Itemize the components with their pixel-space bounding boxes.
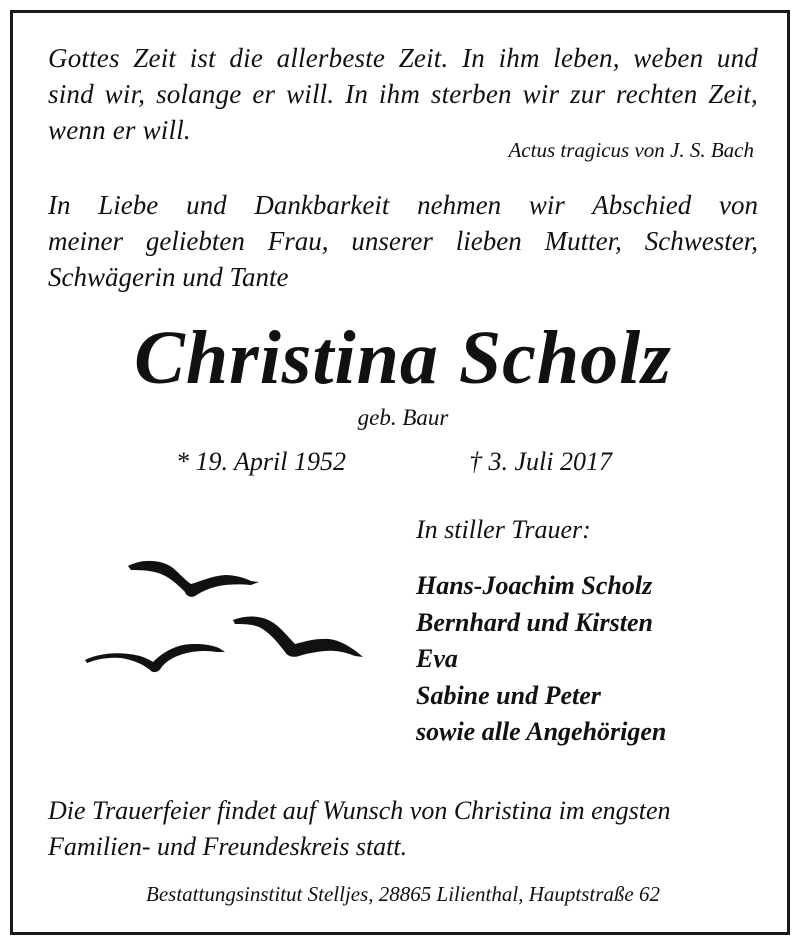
quote-source: Actus tragicus von J. S. Bach	[508, 138, 754, 162]
quote-line: Gottes Zeit ist die allerbeste Zeit. In ihm leben, weben und	[48, 43, 758, 73]
intro-line: meiner geliebten Frau, unserer lieben Mutter, Schwester,	[48, 226, 758, 256]
ceremony-line: Die Trauerfeier findet auf Wunsch von Christina im engsten	[48, 796, 671, 825]
bird-icon	[85, 644, 225, 672]
mourning-heading: In stiller Trauer:	[416, 515, 591, 544]
undertaker-address: Bestattungsinstitut Stelljes, 28865 Lilienthal, Hauptstraße 62	[146, 882, 660, 906]
mourner-name: Bernhard und Kirsten	[416, 607, 653, 637]
intro-line: Schwägerin und Tante	[48, 262, 289, 292]
mourner-name: Hans-Joachim Scholz	[416, 571, 653, 600]
deceased-name: Christina Scholz	[134, 316, 672, 400]
maiden-name: geb. Baur	[357, 405, 449, 430]
ceremony-note	[48, 793, 768, 865]
intro-text	[48, 187, 758, 295]
intro-line: In Liebe und Dankbarkeit nehmen wir Abschied von	[48, 190, 758, 220]
birth-date: * 19. April 1952	[176, 447, 346, 476]
bird-icon	[128, 561, 259, 597]
bird-icon	[233, 617, 363, 657]
ceremony-line: Familien- und Freundeskreis statt.	[48, 832, 408, 861]
quote-line: sind wir, solange er will. In ihm sterben wir zur rechten Zeit,	[48, 79, 758, 109]
death-date: † 3. Juli 2017	[469, 447, 612, 476]
obituary-frame	[10, 10, 790, 935]
mourners-list	[416, 568, 666, 751]
mourner-name: Sabine und Peter	[416, 680, 601, 710]
flying-birds-icon	[73, 548, 373, 688]
mourner-name: sowie alle Angehörigen	[416, 717, 667, 746]
mourner-name: Eva	[416, 644, 458, 673]
quote-line: wenn er will.	[48, 115, 191, 145]
bible-quote	[48, 40, 758, 148]
